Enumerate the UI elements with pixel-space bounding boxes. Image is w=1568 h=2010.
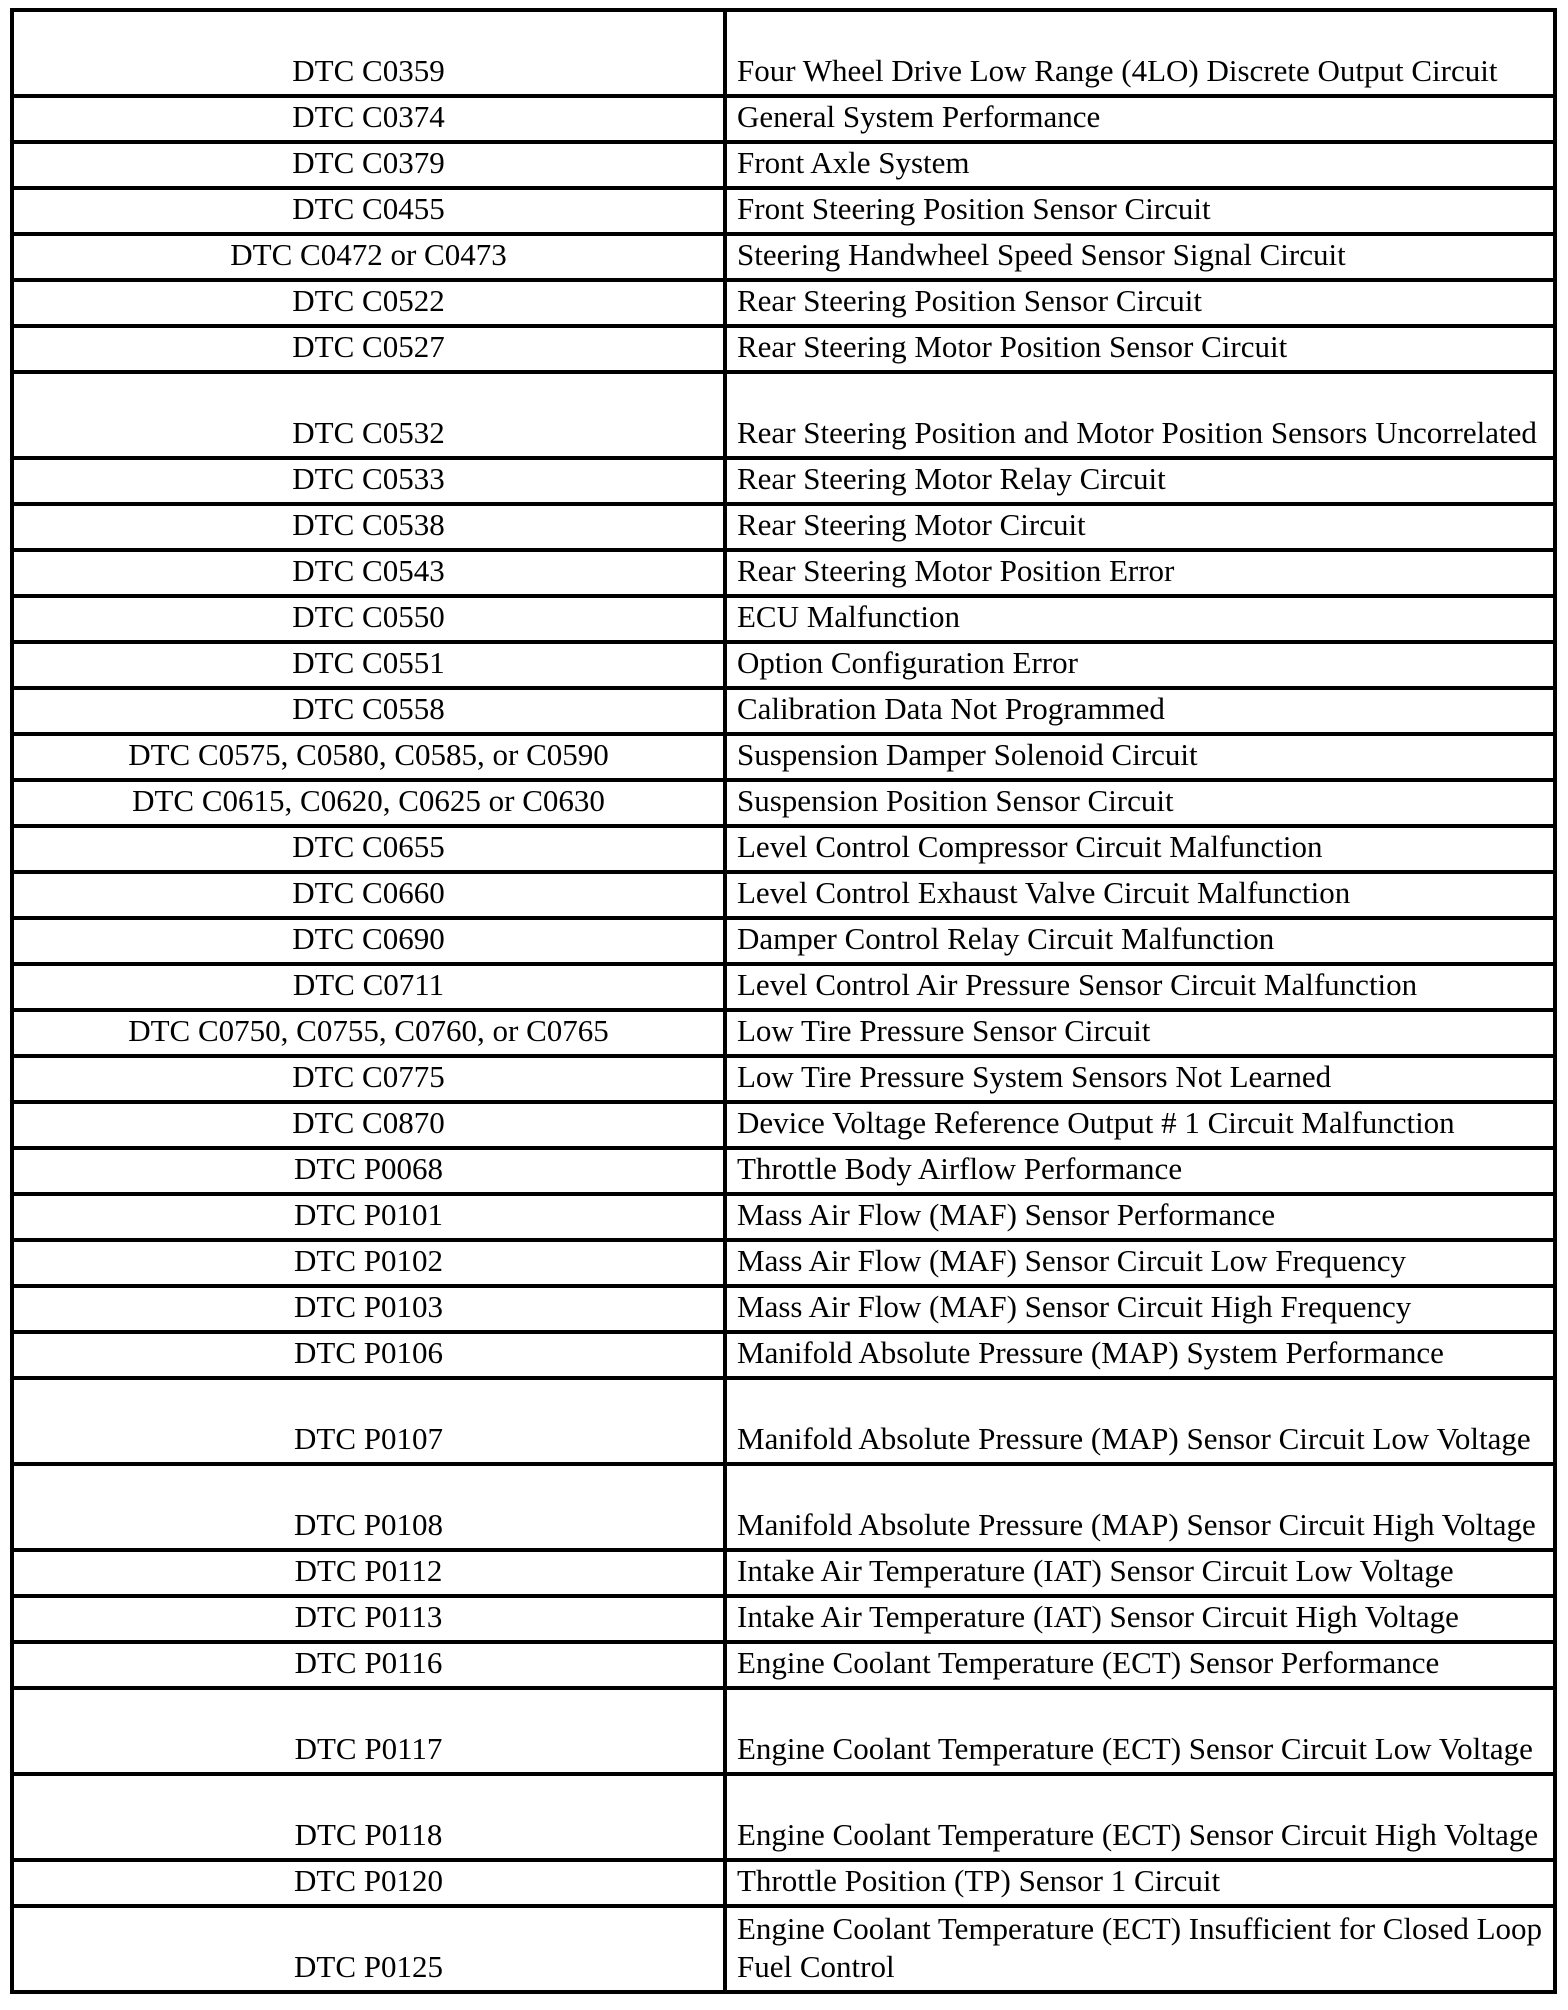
dtc-code-cell: DTC C0455 — [12, 188, 725, 234]
table-row — [12, 1102, 1555, 1148]
dtc-description-cell: Low Tire Pressure Sensor Circuit — [725, 1010, 1555, 1056]
dtc-description-cell: Mass Air Flow (MAF) Sensor Performance — [725, 1194, 1555, 1240]
dtc-code-cell: DTC P0113 — [12, 1596, 725, 1642]
dtc-description-cell: Rear Steering Motor Position Error — [725, 550, 1555, 596]
dtc-description-cell: Level Control Exhaust Valve Circuit Malfunction — [725, 872, 1555, 918]
dtc-code-cell: DTC P0102 — [12, 1240, 725, 1286]
dtc-code-cell: DTC C0558 — [12, 688, 725, 734]
table-row — [12, 458, 1555, 504]
dtc-description-cell: Calibration Data Not Programmed — [725, 688, 1555, 734]
table-row — [12, 280, 1555, 326]
table-row — [12, 734, 1555, 780]
dtc-description-cell: General System Performance — [725, 96, 1555, 142]
table-row — [12, 1332, 1555, 1378]
dtc-description-cell: Low Tire Pressure System Sensors Not Learned — [725, 1056, 1555, 1102]
dtc-description-cell: ECU Malfunction — [725, 596, 1555, 642]
dtc-code-cell: DTC C0655 — [12, 826, 725, 872]
dtc-code-cell: DTC P0112 — [12, 1550, 725, 1596]
table-row — [12, 826, 1555, 872]
dtc-description-cell: Rear Steering Position Sensor Circuit — [725, 280, 1555, 326]
dtc-code-cell: DTC C0690 — [12, 918, 725, 964]
table-row — [12, 918, 1555, 964]
table-row — [12, 642, 1555, 688]
dtc-description-cell: Manifold Absolute Pressure (MAP) Sensor Circuit Low Voltage — [725, 1378, 1555, 1464]
dtc-description-cell: Steering Handwheel Speed Sensor Signal Circuit — [725, 234, 1555, 280]
dtc-description-cell: Intake Air Temperature (IAT) Sensor Circuit Low Voltage — [725, 1550, 1555, 1596]
dtc-code-cell: DTC P0125 — [12, 1906, 725, 1992]
table-row — [12, 1194, 1555, 1240]
table-row — [12, 10, 1555, 96]
table-row — [12, 1240, 1555, 1286]
dtc-code-cell: DTC P0116 — [12, 1642, 725, 1688]
dtc-code-cell: DTC C0527 — [12, 326, 725, 372]
table-row — [12, 1148, 1555, 1194]
table-row — [12, 688, 1555, 734]
table-row — [12, 1464, 1555, 1550]
dtc-description-cell: Throttle Body Airflow Performance — [725, 1148, 1555, 1194]
dtc-code-cell: DTC C0472 or C0473 — [12, 234, 725, 280]
dtc-description-cell: Intake Air Temperature (IAT) Sensor Circuit High Voltage — [725, 1596, 1555, 1642]
dtc-description-cell: Engine Coolant Temperature (ECT) Sensor Circuit Low Voltage — [725, 1688, 1555, 1774]
dtc-code-cell: DTC C0543 — [12, 550, 725, 596]
dtc-description-cell: Throttle Position (TP) Sensor 1 Circuit — [725, 1860, 1555, 1906]
dtc-description-cell: Engine Coolant Temperature (ECT) Sensor Circuit High Voltage — [725, 1774, 1555, 1860]
dtc-description-cell: Level Control Air Pressure Sensor Circuit Malfunction — [725, 964, 1555, 1010]
dtc-code-cell: DTC C0379 — [12, 142, 725, 188]
dtc-code-cell: DTC C0532 — [12, 372, 725, 458]
table-row — [12, 1688, 1555, 1774]
table-row — [12, 1906, 1555, 1992]
dtc-code-cell: DTC C0533 — [12, 458, 725, 504]
dtc-description-cell: Option Configuration Error — [725, 642, 1555, 688]
dtc-description-cell: Device Voltage Reference Output # 1 Circuit Malfunction — [725, 1102, 1555, 1148]
dtc-code-cell: DTC C0550 — [12, 596, 725, 642]
dtc-code-cell: DTC C0750, C0755, C0760, or C0765 — [12, 1010, 725, 1056]
table-row — [12, 142, 1555, 188]
table-row — [12, 1056, 1555, 1102]
dtc-description-cell: Level Control Compressor Circuit Malfunction — [725, 826, 1555, 872]
dtc-code-cell: DTC C0711 — [12, 964, 725, 1010]
table-row — [12, 550, 1555, 596]
table-row — [12, 596, 1555, 642]
dtc-code-cell: DTC C0522 — [12, 280, 725, 326]
dtc-code-cell: DTC C0374 — [12, 96, 725, 142]
dtc-code-cell: DTC P0118 — [12, 1774, 725, 1860]
table-row — [12, 1774, 1555, 1860]
dtc-code-cell: DTC P0103 — [12, 1286, 725, 1332]
dtc-table — [10, 8, 1557, 1994]
dtc-code-cell: DTC P0117 — [12, 1688, 725, 1774]
dtc-description-cell: Engine Coolant Temperature (ECT) Insufficient for Closed Loop Fuel Control — [725, 1906, 1555, 1992]
dtc-description-cell: Suspension Damper Solenoid Circuit — [725, 734, 1555, 780]
dtc-code-cell: DTC C0615, C0620, C0625 or C0630 — [12, 780, 725, 826]
table-row — [12, 504, 1555, 550]
dtc-code-cell: DTC P0106 — [12, 1332, 725, 1378]
dtc-description-cell: Mass Air Flow (MAF) Sensor Circuit Low Frequency — [725, 1240, 1555, 1286]
table-row — [12, 1286, 1555, 1332]
dtc-code-cell: DTC C0538 — [12, 504, 725, 550]
table-row — [12, 234, 1555, 280]
dtc-code-cell: DTC P0101 — [12, 1194, 725, 1240]
dtc-description-cell: Rear Steering Position and Motor Position Sensors Uncorrelated — [725, 372, 1555, 458]
dtc-description-cell: Rear Steering Motor Relay Circuit — [725, 458, 1555, 504]
dtc-code-cell: DTC C0551 — [12, 642, 725, 688]
table-row — [12, 1010, 1555, 1056]
dtc-description-cell: Front Steering Position Sensor Circuit — [725, 188, 1555, 234]
dtc-description-cell: Suspension Position Sensor Circuit — [725, 780, 1555, 826]
table-row — [12, 372, 1555, 458]
table-row — [12, 188, 1555, 234]
table-row — [12, 1642, 1555, 1688]
table-row — [12, 964, 1555, 1010]
dtc-code-cell: DTC C0870 — [12, 1102, 725, 1148]
table-row — [12, 872, 1555, 918]
dtc-code-cell: DTC C0575, C0580, C0585, or C0590 — [12, 734, 725, 780]
table-row — [12, 96, 1555, 142]
dtc-description-cell: Damper Control Relay Circuit Malfunction — [725, 918, 1555, 964]
dtc-description-cell: Mass Air Flow (MAF) Sensor Circuit High Frequency — [725, 1286, 1555, 1332]
dtc-description-cell: Four Wheel Drive Low Range (4LO) Discrete Output Circuit — [725, 10, 1555, 96]
dtc-description-cell: Engine Coolant Temperature (ECT) Sensor Performance — [725, 1642, 1555, 1688]
dtc-code-cell: DTC P0120 — [12, 1860, 725, 1906]
table-row — [12, 326, 1555, 372]
dtc-code-cell: DTC C0660 — [12, 872, 725, 918]
dtc-description-cell: Rear Steering Motor Circuit — [725, 504, 1555, 550]
table-row — [12, 1860, 1555, 1906]
dtc-description-cell: Front Axle System — [725, 142, 1555, 188]
dtc-code-cell: DTC P0107 — [12, 1378, 725, 1464]
dtc-code-cell: DTC P0108 — [12, 1464, 725, 1550]
table-row — [12, 1550, 1555, 1596]
table-row — [12, 1596, 1555, 1642]
dtc-description-cell: Rear Steering Motor Position Sensor Circuit — [725, 326, 1555, 372]
dtc-description-cell: Manifold Absolute Pressure (MAP) Sensor Circuit High Voltage — [725, 1464, 1555, 1550]
table-row — [12, 1378, 1555, 1464]
dtc-code-cell: DTC C0359 — [12, 10, 725, 96]
dtc-description-cell: Manifold Absolute Pressure (MAP) System Performance — [725, 1332, 1555, 1378]
dtc-code-cell: DTC P0068 — [12, 1148, 725, 1194]
table-row — [12, 780, 1555, 826]
dtc-code-cell: DTC C0775 — [12, 1056, 725, 1102]
